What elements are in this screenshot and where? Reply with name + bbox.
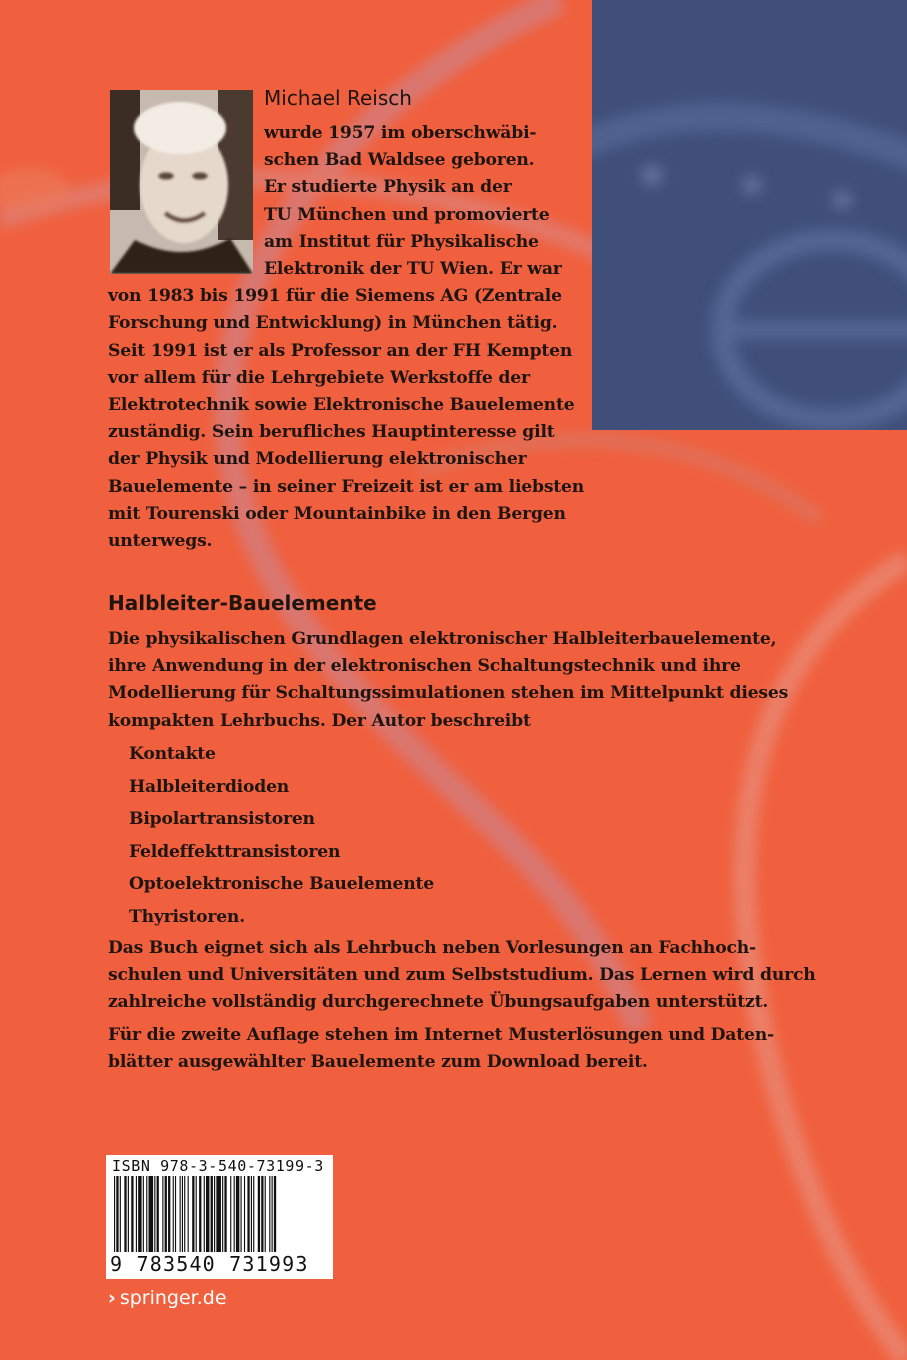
topic-item: Optoelektronische Bauelemente — [129, 874, 434, 895]
topic-item: Kontakte — [129, 744, 216, 764]
barcode-bar — [157, 1176, 159, 1252]
chevron-right-icon: › — [108, 1287, 116, 1309]
barcode-bar — [120, 1176, 121, 1252]
bio-line: Er studierte Physik an der — [264, 177, 512, 198]
barcode-bar — [265, 1176, 266, 1252]
bio-line: wurde 1957 im oberschwäbi- — [264, 123, 537, 143]
publisher-link[interactable] — [108, 1287, 227, 1309]
blue-box-graphic — [592, 0, 907, 430]
barcode-bar — [146, 1176, 147, 1252]
barcode-bar — [192, 1176, 194, 1252]
bio-line: Seit 1991 ist er als Professor an der FH Kempten — [108, 340, 573, 361]
barcode-bar — [272, 1176, 273, 1252]
bio-line: Elektronik der TU Wien. Er war — [264, 259, 562, 280]
barcode-bar — [182, 1176, 183, 1252]
barcode-bar — [196, 1176, 197, 1252]
barcode-bar — [116, 1176, 118, 1252]
paragraph-line: schulen und Universitäten und zum Selbststudium. Das Lernen wird durch — [108, 965, 816, 986]
bio-line: am Institut für Physikalische — [264, 231, 539, 252]
paragraph-line: Für die zweite Auflage stehen im Internet Musterlösungen und Daten- — [108, 1025, 774, 1045]
bio-line: unterwegs. — [108, 531, 213, 552]
blue-accent-box — [592, 0, 907, 430]
barcode-bar — [258, 1176, 260, 1252]
bio-line: Elektrotechnik sowie Elektronische Bauelemente — [108, 395, 575, 416]
book-description — [108, 626, 808, 735]
publisher-website: springer.de — [119, 1287, 227, 1309]
barcode-digits: 9 783540 731993 — [110, 1252, 309, 1276]
barcode-bar — [136, 1176, 137, 1252]
bio-line: Forschung und Entwicklung) in München tätig. — [108, 313, 558, 334]
topic-item: Bipolartransistoren — [129, 809, 315, 830]
barcode-bar — [143, 1176, 144, 1252]
isbn-label: ISBN 978-3-540-73199-3 — [112, 1157, 324, 1175]
barcode-bar — [184, 1176, 185, 1252]
barcode-bar — [204, 1176, 205, 1252]
description-line: Die physikalischen Grundlagen elektronischer Halbleiterbauelemente, — [108, 629, 777, 649]
topic-item: Feldeffekttransistoren — [129, 841, 341, 862]
barcode-bar — [241, 1176, 242, 1252]
topic-list — [129, 738, 434, 934]
barcode-bar — [261, 1176, 263, 1252]
barcode-bar — [247, 1176, 249, 1252]
barcode-bar — [214, 1176, 215, 1252]
barcode-bar — [168, 1176, 170, 1252]
bio-line: vor allem für die Lehrgebiete Werkstoffe der — [108, 367, 530, 388]
barcode-bar — [131, 1176, 133, 1252]
barcode-bar — [206, 1176, 209, 1252]
barcode-bar — [175, 1176, 176, 1252]
topic-item: Thyristoren. — [129, 906, 246, 927]
paragraph-line: blätter ausgewählter Bauelemente zum Download bereit. — [108, 1052, 648, 1073]
barcode-bar — [230, 1176, 231, 1252]
barcode-bar — [114, 1176, 115, 1252]
isbn-barcode — [106, 1155, 333, 1279]
barcode-bar — [154, 1176, 155, 1252]
paragraph-line: Das Buch eignet sich als Lehrbuch neben Vorlesungen an Fachhoch- — [108, 938, 756, 958]
bio-line: schen Bad Waldsee geboren. — [264, 150, 535, 171]
barcode-bar — [251, 1176, 252, 1252]
barcode-bar — [269, 1176, 270, 1252]
barcode-bar — [234, 1176, 235, 1252]
description-line: kompakten Lehrbuchs. Der Autor beschreibt — [108, 710, 531, 731]
barcode-bar — [224, 1176, 226, 1252]
description-line: Modellierung für Schaltungssimulationen stehen im Mittelpunkt dieses — [108, 683, 789, 704]
topic-item: Halbleiterdioden — [129, 776, 290, 797]
usage-paragraph — [108, 935, 816, 1017]
description-line: ihre Anwendung in der elektronischen Schaltungstechnik und ihre — [108, 656, 741, 677]
barcode-bar — [236, 1176, 239, 1252]
bio-line: TU München und promovierte — [264, 204, 550, 225]
bio-line: Bauelemente – in seiner Freizeit ist er am liebsten — [108, 476, 585, 497]
barcode-bar — [222, 1176, 223, 1252]
book-title: Halbleiter-Bauelemente — [108, 591, 377, 615]
barcode-bar — [199, 1176, 201, 1252]
author-bio — [108, 120, 588, 555]
barcode-bar — [253, 1176, 254, 1252]
barcode-bar — [274, 1176, 276, 1252]
edition-paragraph — [108, 1022, 774, 1076]
barcode-bar — [124, 1176, 126, 1252]
barcode-bar — [211, 1176, 213, 1252]
bio-line: von 1983 bis 1991 für die Siemens AG (Zentrale — [108, 286, 562, 307]
barcode-bar — [165, 1176, 167, 1252]
author-name: Michael Reisch — [264, 86, 412, 110]
barcode-bar — [244, 1176, 245, 1252]
barcode-bar — [149, 1176, 154, 1252]
barcode-bar — [188, 1176, 189, 1252]
paragraph-line: zahlreiche vollständig durchgerechnete Übungsaufgaben unterstützt. — [108, 992, 769, 1013]
bio-line: der Physik und Modellierung elektronischer — [108, 449, 527, 470]
barcode-bar — [173, 1176, 174, 1252]
barcode-bar — [162, 1176, 163, 1252]
bio-line: zuständig. Sein berufliches Hauptinteresse gilt — [108, 422, 555, 443]
bio-line: mit Tourenski oder Mountainbike in den Bergen — [108, 503, 566, 524]
barcode-bars — [112, 1176, 326, 1252]
barcode-bar — [138, 1176, 141, 1252]
barcode-bar — [128, 1176, 129, 1252]
barcode-bar — [216, 1176, 221, 1252]
barcode-bar — [180, 1176, 181, 1252]
